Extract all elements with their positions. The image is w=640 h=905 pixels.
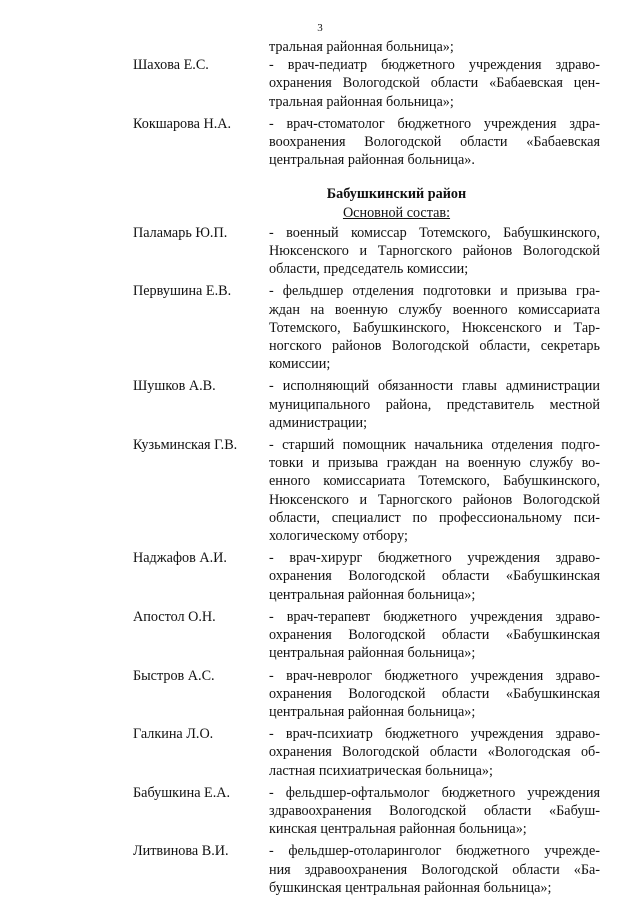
member-name: Шушков А.В. <box>133 378 216 395</box>
member-entry <box>133 377 600 432</box>
previous-district-members <box>133 56 600 169</box>
role-line: енного комиссариата Тотемского, Бабушкинского, <box>269 473 600 490</box>
role-line: ластная психиатрическая больница»; <box>269 762 493 779</box>
commission-members <box>133 224 600 897</box>
role-line: охранения Вологодской области «Бабаевская цен- <box>269 75 600 92</box>
member-role <box>269 56 600 111</box>
member-role <box>269 667 600 722</box>
member-role <box>269 377 600 432</box>
member-name: Апостол О.Н. <box>133 608 216 625</box>
member-name: Быстров А.С. <box>133 667 215 684</box>
role-line: хологическому отбору; <box>269 528 408 545</box>
member-role <box>269 842 600 897</box>
role-line: Нюксенского и Тарногского районов Вологодской <box>269 243 600 260</box>
role-line: центральная районная больница»; <box>269 586 476 603</box>
member-name: Кокшарова Н.А. <box>133 115 232 132</box>
member-entry <box>133 224 600 279</box>
role-line: Тотемского, Бабушкинского, Нюксенского и Тар- <box>269 319 600 336</box>
role-line: - старший помощник начальника отделения подго- <box>269 437 600 454</box>
composition-label: Основной состав: <box>342 204 451 221</box>
role-line: ногского районов Вологодской области, секретарь <box>269 338 600 355</box>
member-role <box>269 784 600 839</box>
role-line: кинская центральная районная больница»; <box>269 821 527 838</box>
role-line: бушкинская центральная районная больница»; <box>269 879 552 896</box>
continuation-line: тральная районная больница»; <box>269 39 454 55</box>
role-line: - врач-невролог бюджетного учреждения здраво- <box>269 667 600 684</box>
role-line: области, специалист по профессиональному пси- <box>269 509 600 526</box>
role-line: - врач-терапевт бюджетного учреждения здраво- <box>269 608 600 625</box>
member-entry <box>133 608 600 663</box>
role-line: комиссии; <box>269 356 331 373</box>
member-entry <box>133 784 600 839</box>
member-role <box>269 224 600 279</box>
member-entry <box>133 842 600 897</box>
page-number: 3 <box>317 22 323 34</box>
district-title: Бабушкинский район <box>326 186 467 203</box>
document-body <box>133 38 600 897</box>
member-name: Паламарь Ю.П. <box>133 224 228 241</box>
role-line: центральная районная больница». <box>269 152 475 169</box>
role-line: воохранения Вологодской области «Бабаевская <box>269 134 600 151</box>
role-line: - врач-стоматолог бюджетного учреждения здра- <box>269 115 600 132</box>
role-line: муниципального района, представитель местной <box>269 396 600 413</box>
role-line: центральная районная больница»; <box>269 645 476 662</box>
role-line: товки и призыва граждан на военную службу во- <box>269 455 600 472</box>
role-line: - врач-педиатр бюджетного учреждения здраво- <box>269 57 600 74</box>
role-line: - фельдшер-отоларинголог бюджетного учрежде- <box>269 843 600 860</box>
role-line: здравоохранения Вологодской области «Бабуш- <box>269 802 600 819</box>
role-line: - врач-психиатр бюджетного учреждения здраво- <box>269 726 600 743</box>
member-name: Первушина Е.В. <box>133 283 232 300</box>
role-line: охранения Вологодской области «Бабушкинская <box>269 685 600 702</box>
member-name: Галкина Л.О. <box>133 726 214 743</box>
member-entry <box>133 115 600 170</box>
role-line: ния здравоохранения Вологодской области «Ба- <box>269 861 600 878</box>
member-name: Бабушкина Е.А. <box>133 784 231 801</box>
role-line: центральная районная больница»; <box>269 703 476 720</box>
member-role <box>269 549 600 604</box>
role-line: - врач-хирург бюджетного учреждения здраво- <box>269 550 600 567</box>
role-line: области, председатель комиссии; <box>269 261 469 278</box>
role-line: охранения Вологодской области «Вологодская об- <box>269 744 600 761</box>
role-line: - фельдшер отделения подготовки и призыва гра- <box>269 283 600 300</box>
member-name: Кузьминская Г.В. <box>133 437 238 454</box>
member-entry <box>133 667 600 722</box>
member-name: Литвинова В.И. <box>133 843 229 860</box>
member-name: Шахова Е.С. <box>133 57 209 74</box>
member-role <box>269 282 600 373</box>
role-line: - исполняющий обязанности главы администрации <box>269 378 600 395</box>
member-entry <box>133 56 600 111</box>
role-line: охранения Вологодской области «Бабушкинская <box>269 627 600 644</box>
member-entry <box>133 282 600 373</box>
role-line: охранения Вологодской области «Бабушкинская <box>269 568 600 585</box>
member-role <box>269 436 600 545</box>
member-role <box>269 725 600 780</box>
role-line: тральная районная больница»; <box>269 93 454 110</box>
role-line: - фельдшер-офтальмолог бюджетного учреждения <box>269 784 600 801</box>
role-line: администрации; <box>269 414 368 431</box>
member-entry <box>133 436 600 545</box>
member-entry <box>133 725 600 780</box>
role-line: Нюксенского и Тарногского районов Вологодской <box>269 491 600 508</box>
member-name: Наджафов А.И. <box>133 550 227 567</box>
role-line: ждан на военную службу военного комиссариата <box>269 301 600 318</box>
role-line: - военный комиссар Тотемского, Бабушкинского, <box>269 224 600 241</box>
member-role <box>269 115 600 170</box>
member-entry <box>133 549 600 604</box>
member-role <box>269 608 600 663</box>
